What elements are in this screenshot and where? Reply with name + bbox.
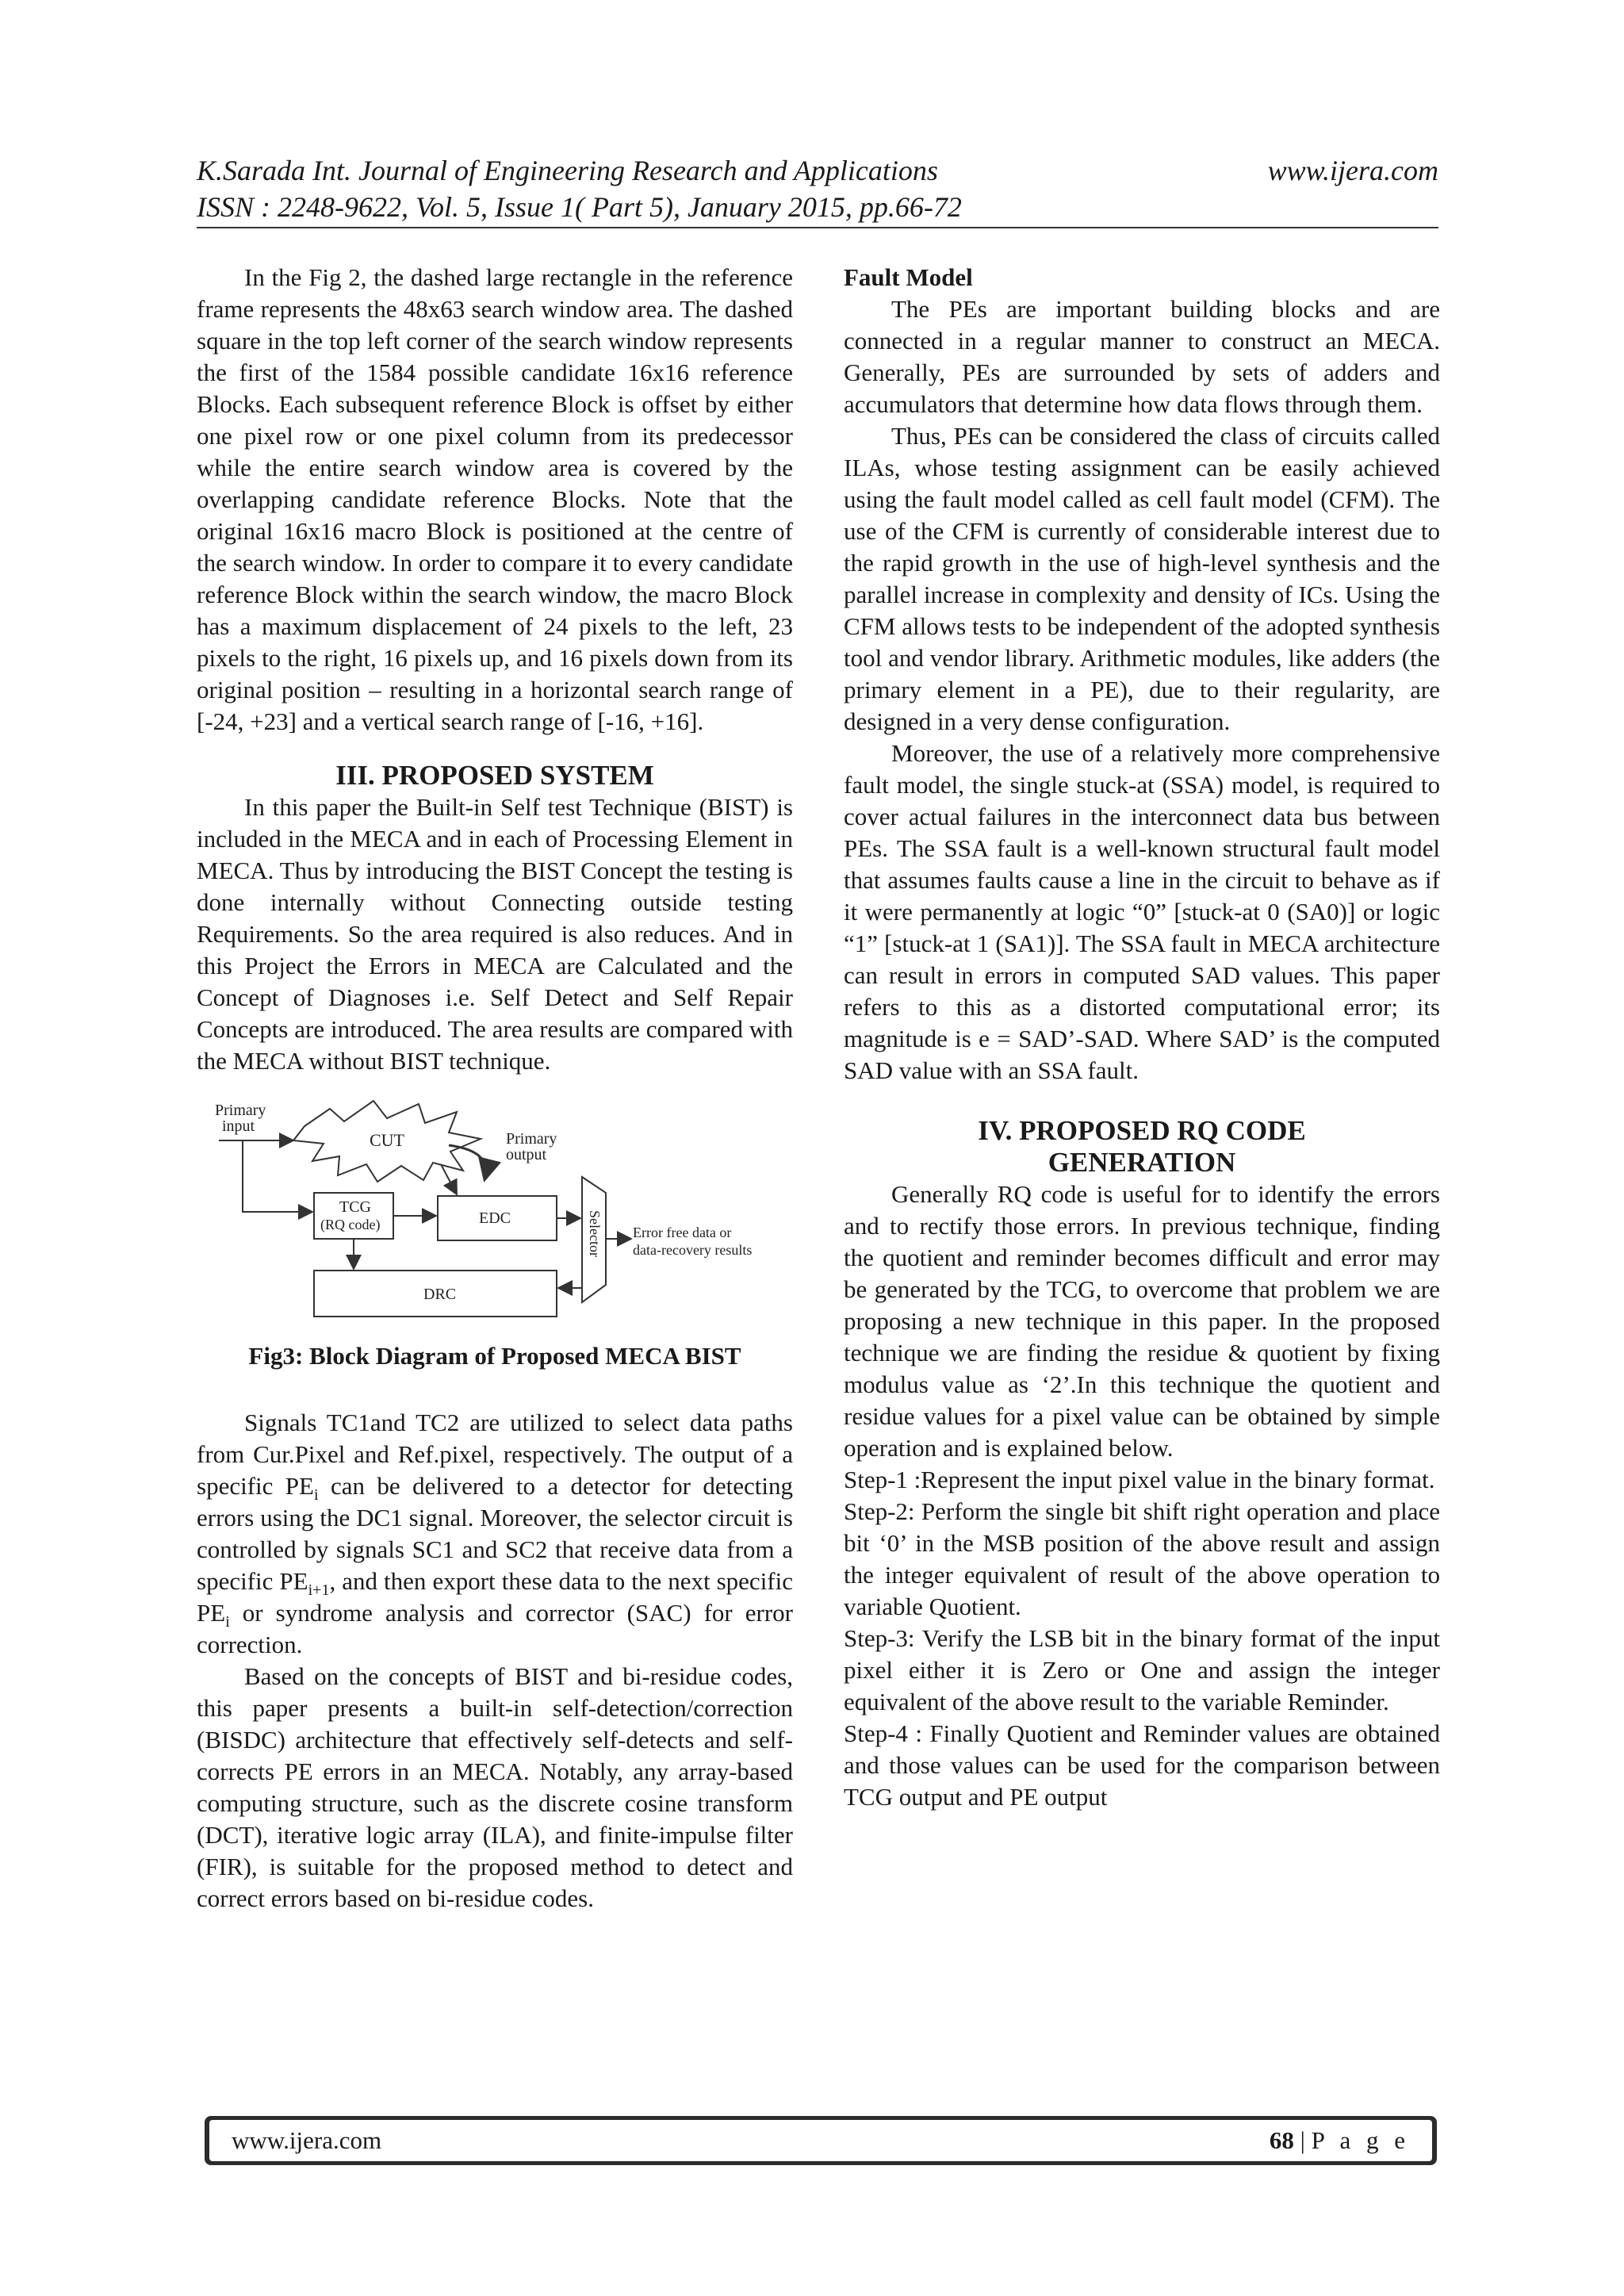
cut-label: CUT <box>370 1130 404 1150</box>
step-1: Step-1 :Represent the input pixel value in the binary format. <box>844 1466 1435 1493</box>
page-number: 68 <box>1269 2126 1294 2154</box>
paragraph-pes: The PEs are important building blocks and are connected in a regular manner to construct an MECA. Generally, PEs are surrounded by sets of adders and accumulators that determine how data flows through them. <box>844 295 1440 418</box>
paragraph-cfm: Thus, PEs can be considered the class of circuits called ILAs, whose testing assignment can be easily achieved using the fault model called as cell fault model (CFM). The use of the CFM is currently of considerable interest due to the rapid growth in the use of high-level synthesis and the parallel increase in complexity and density of ICs. Using the CFM allows tests to be independent of the adopted synthesis tool and vendor library. Arithmetic modules, like adders (the primary element in a PE), due to their regularity, are designed in a very dense configuration. <box>844 422 1440 735</box>
figure-caption: Fig3: Block Diagram of Proposed MECA BIST <box>248 1342 741 1370</box>
page-label: P a g e <box>1311 2126 1410 2154</box>
edc-label: EDC <box>479 1209 511 1227</box>
right-column <box>844 262 1440 1813</box>
input-to-tcg-wire <box>243 1140 312 1212</box>
journal-website[interactable]: www.ijera.com <box>1267 155 1438 186</box>
running-header <box>197 152 1438 225</box>
output-label-1: Error free data or <box>633 1225 732 1240</box>
footer-website[interactable]: www.ijera.com <box>232 2126 382 2154</box>
journal-citation: K.Sarada Int. Journal of Engineering Research and Applications <box>197 155 938 186</box>
issn-line: ISSN : 2248-9622, Vol. 5, Issue 1( Part 5), January 2015, pp.66-72 <box>197 191 962 223</box>
paragraph-bisdc: Based on the concepts of BIST and bi-residue codes, this paper presents a built-in self-detection/correction (BISDC) architecture that effectively self-detects and self-corrects PE errors in an MECA. Notably, any array-based computing structure, such as the discrete cosine transform (DCT), iterative logic array (ILA), and finite-impulse filter (FIR), is suitable for the proposed method to detect and correct errors based on bi-residue codes. <box>197 1662 793 1912</box>
header-rule <box>197 227 1438 228</box>
paragraph-signals: Signals TC1and TC2 are utilized to select data paths from Cur.Pixel and Ref.pixel, respectively. The output of a specific $PE_i$ can be delivered to a detector for detecting errors using the DC1 signal. Moreover, the selector circuit is controlled by signals SC1 and SC2 that receive data from a specific $PE_{i+1}$, and then export these data to the next specific $PE_i$ or syndrome analysis and corrector (SAC) for error correction. <box>197 1409 793 1658</box>
primary-output-label-1: Primary <box>506 1130 557 1148</box>
primary-input-label-2: input <box>222 1117 255 1135</box>
section-title-rq-code-1: IV. PROPOSED RQ CODE <box>978 1115 1306 1146</box>
paragraph-ssa: Moreover, the use of a relatively more comprehensive fault model, the single stuck-at (SSA) model, is required to cover actual failures in the interconnect data bus between PEs. The SSA fault is a well-known structural fault model that assumes faults cause a line in the circuit to behave as if it were permanently at logic “0” [stuck-at 0 (SA0)] or logic “1” [stuck-at 1 (SA1)]. The SSA fault in MECA architecture can result in errors in computed SAD values. This paper refers to this as a distorted computational error; its magnitude is e = SAD’-SAD. Where SAD’ is the computed SAD value with an SSA fault. <box>844 739 1440 1084</box>
subsection-title-fault-model: Fault Model <box>844 263 973 291</box>
section-title-rq-code-2: GENERATION <box>1048 1147 1236 1178</box>
primary-input-label-1: Primary <box>215 1102 266 1119</box>
primary-output-label-2: output <box>506 1146 547 1163</box>
section-title-proposed-system: III. PROPOSED SYSTEM <box>335 760 654 791</box>
tcg-sublabel: (RQ code) <box>320 1217 381 1232</box>
footer-page-info: 68 | P a g e <box>1269 2126 1410 2154</box>
left-column <box>197 262 793 1915</box>
tcg-label: TCG <box>339 1198 371 1216</box>
drc-label: DRC <box>423 1286 457 1303</box>
step-2: Step-2: Perform the single bit shift right operation and place bit ‘0’ in the MSB position of the above result and assign the integer equivalent of result of the above operation to variable Quotient. <box>844 1497 1440 1620</box>
step-3: Step-3: Verify the LSB bit in the binary format of the input pixel either it is Zero or One and assign the integer equivalent of the above result to the variable Reminder. <box>844 1624 1440 1715</box>
paragraph-search-window: In the Fig 2, the dashed large rectangle in the reference frame represents the 48x63 search window area. The dashed square in the top left corner of the search window represents the first of the 1584 possible candidate 16x16 reference Blocks. Each subsequent reference Block is offset by either one pixel row or one pixel column from its predecessor while the entire search window area is covered by the overlapping candidate reference Blocks. Note that the original 16x16 macro Block is positioned at the centre of the search window. In order to compare it to every candidate reference Block within the search window, the macro Block has a maximum displacement of 24 pixels to the left, 23 pixels to the right, 16 pixels up, and 16 pixels down from its original position – resulting in a horizontal search range of [-24, +23] and a vertical search range of [-16, +16]. <box>197 263 793 735</box>
step-4: Step-4 : Finally Quotient and Reminder values are obtained and those values can be used for the comparison between TCG output and PE output <box>844 1719 1440 1811</box>
output-label-2: data-recovery results <box>633 1242 753 1258</box>
selector-label: Selector <box>587 1210 603 1257</box>
paragraph-rq-code: Generally RQ code is useful for to identify the errors and to rectify those errors. In previous technique, finding the quotient and reminder becomes difficult and error may be generated by the TCG, to overcome that problem we are proposing a new technique in this paper. In the proposed technique we are finding the residue & quotient by fixing modulus value as ‘2’.In this technique the quotient and residue values for a pixel value can be obtained by simple operation and is explained below. <box>844 1180 1440 1462</box>
paragraph-proposed-system: In this paper the Built-in Self test Technique (BIST) is included in the MECA and in each of Processing Element in MECA. Thus by introducing the BIST Concept the testing is done internally without Connecting outside testing Requirements. So the area required is also reduces. And in this Project the Errors in MECA are Calculated and the Concept of Diagnoses i.e. Self Detect and Self Repair Concepts are introduced. The area results are compared with the MECA without BIST technique. <box>197 793 793 1075</box>
page-footer <box>205 2116 1437 2165</box>
block-diagram-figure <box>211 1094 782 1332</box>
block-diagram-svg <box>211 1094 782 1332</box>
